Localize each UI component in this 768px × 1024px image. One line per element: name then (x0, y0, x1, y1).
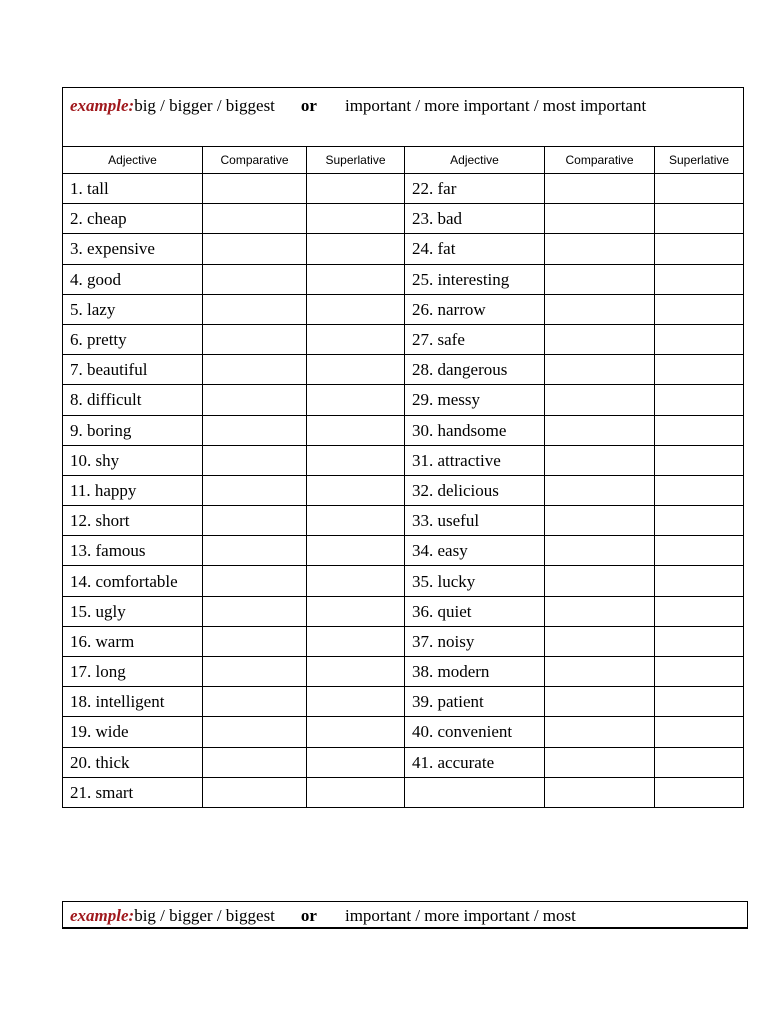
table-row (63, 566, 744, 596)
comparative-answer-cell[interactable] (203, 536, 307, 566)
superlative-answer-cell[interactable] (307, 687, 405, 717)
superlative-answer-cell[interactable] (307, 174, 405, 204)
comparative-answer-cell[interactable] (203, 294, 307, 324)
adjective-cell: 5. lazy (63, 294, 203, 324)
superlative-answer-cell[interactable] (655, 264, 744, 294)
table-row (63, 475, 744, 505)
table-row (63, 596, 744, 626)
comparative-answer-cell[interactable] (203, 747, 307, 777)
comparative-answer-cell[interactable] (545, 264, 655, 294)
example-label: example: (70, 906, 135, 925)
comparative-answer-cell[interactable] (203, 174, 307, 204)
superlative-answer-cell[interactable] (655, 445, 744, 475)
comparative-answer-cell[interactable] (545, 566, 655, 596)
table-row (63, 234, 744, 264)
adjective-cell: 29. messy (405, 385, 545, 415)
comparative-answer-cell[interactable] (545, 717, 655, 747)
example-label: example: (70, 96, 135, 115)
adjective-cell: 27. safe (405, 324, 545, 354)
superlative-answer-cell[interactable] (307, 717, 405, 747)
header-row (63, 147, 744, 174)
adjective-cell: 38. modern (405, 657, 545, 687)
table-row (63, 324, 744, 354)
header-comparative: Comparative (203, 147, 307, 174)
adjective-cell: 30. handsome (405, 415, 545, 445)
adjective-cell: 10. shy (63, 445, 203, 475)
adjective-cell: 15. ugly (63, 596, 203, 626)
adjective-cell: 39. patient (405, 687, 545, 717)
adjective-cell: 37. noisy (405, 626, 545, 656)
table-row (63, 536, 744, 566)
adjective-cell: 26. narrow (405, 294, 545, 324)
comparative-answer-cell[interactable] (545, 355, 655, 385)
comparative-answer-cell[interactable] (545, 385, 655, 415)
superlative-answer-cell[interactable] (307, 234, 405, 264)
adjective-cell: 36. quiet (405, 596, 545, 626)
comparative-answer-cell[interactable] (203, 445, 307, 475)
superlative-answer-cell[interactable] (307, 506, 405, 536)
superlative-answer-cell[interactable] (655, 536, 744, 566)
header-superlative: Superlative (307, 147, 405, 174)
superlative-answer-cell[interactable] (655, 415, 744, 445)
superlative-answer-cell[interactable] (655, 687, 744, 717)
superlative-answer-cell[interactable] (655, 596, 744, 626)
table-row (63, 626, 744, 656)
header-superlative: Superlative (655, 147, 744, 174)
superlative-answer-cell[interactable] (655, 355, 744, 385)
comparative-answer-cell[interactable] (203, 415, 307, 445)
comparative-answer-cell[interactable] (203, 626, 307, 656)
superlative-answer-cell[interactable] (655, 626, 744, 656)
comparative-answer-cell[interactable] (545, 657, 655, 687)
example-text-a: big / bigger / biggest (134, 96, 275, 115)
worksheet (62, 87, 743, 808)
superlative-answer-cell[interactable] (307, 204, 405, 234)
superlative-answer-cell[interactable] (307, 385, 405, 415)
superlative-answer-cell[interactable] (655, 324, 744, 354)
table-row (63, 445, 744, 475)
adjective-cell: 13. famous (63, 536, 203, 566)
superlative-answer-cell[interactable] (655, 234, 744, 264)
example-or: or (300, 906, 317, 925)
adjective-cell: 11. happy (63, 475, 203, 505)
adjective-cell (405, 777, 545, 807)
second-example-line (62, 901, 748, 929)
superlative-answer-cell[interactable] (655, 506, 744, 536)
superlative-answer-cell[interactable] (655, 717, 744, 747)
comparative-answer-cell[interactable] (545, 445, 655, 475)
comparative-answer-cell[interactable] (545, 506, 655, 536)
header-adjective: Adjective (63, 147, 203, 174)
adjective-cell: 32. delicious (405, 475, 545, 505)
superlative-answer-cell[interactable] (655, 204, 744, 234)
table-row (63, 747, 744, 777)
header-adjective: Adjective (405, 147, 545, 174)
table-row (63, 657, 744, 687)
adjective-cell: 40. convenient (405, 717, 545, 747)
superlative-answer-cell[interactable] (655, 747, 744, 777)
adjective-cell: 19. wide (63, 717, 203, 747)
comparative-answer-cell[interactable] (203, 204, 307, 234)
superlative-answer-cell[interactable] (655, 174, 744, 204)
comparative-answer-cell[interactable] (203, 324, 307, 354)
superlative-answer-cell[interactable] (307, 536, 405, 566)
comparative-answer-cell[interactable] (545, 596, 655, 626)
superlative-answer-cell[interactable] (655, 777, 744, 807)
table-row (63, 777, 744, 807)
comparative-answer-cell[interactable] (203, 264, 307, 294)
comparative-answer-cell[interactable] (545, 234, 655, 264)
table-row (63, 687, 744, 717)
adjective-cell: 28. dangerous (405, 355, 545, 385)
comparative-answer-cell[interactable] (203, 234, 307, 264)
comparative-answer-cell[interactable] (203, 506, 307, 536)
superlative-answer-cell[interactable] (307, 445, 405, 475)
comparative-answer-cell[interactable] (203, 596, 307, 626)
comparative-answer-cell[interactable] (203, 355, 307, 385)
adjective-cell: 12. short (63, 506, 203, 536)
comparative-answer-cell[interactable] (545, 415, 655, 445)
superlative-answer-cell[interactable] (307, 777, 405, 807)
superlative-answer-cell[interactable] (655, 657, 744, 687)
comparative-answer-cell[interactable] (203, 687, 307, 717)
adjective-cell: 41. accurate (405, 747, 545, 777)
table-row (63, 264, 744, 294)
example-text-b: important / more important / most (344, 906, 576, 925)
comparative-answer-cell[interactable] (203, 657, 307, 687)
table-row (63, 385, 744, 415)
adjective-cell: 3. expensive (63, 234, 203, 264)
adjective-cell: 1. tall (63, 174, 203, 204)
superlative-answer-cell[interactable] (307, 264, 405, 294)
table-row (63, 204, 744, 234)
adjective-cell: 35. lucky (405, 566, 545, 596)
adjective-cell: 25. interesting (405, 264, 545, 294)
adjective-cell: 2. cheap (63, 204, 203, 234)
adjective-cell: 9. boring (63, 415, 203, 445)
superlative-answer-cell[interactable] (307, 324, 405, 354)
adjective-cell: 33. useful (405, 506, 545, 536)
superlative-answer-cell[interactable] (307, 747, 405, 777)
adjective-cell: 6. pretty (63, 324, 203, 354)
superlative-answer-cell[interactable] (655, 294, 744, 324)
table-row (63, 506, 744, 536)
comparative-answer-cell[interactable] (545, 687, 655, 717)
adjective-cell: 14. comfortable (63, 566, 203, 596)
example-or: or (300, 96, 317, 115)
adjective-cell: 4. good (63, 264, 203, 294)
comparative-answer-cell[interactable] (545, 324, 655, 354)
table-row (63, 415, 744, 445)
adjective-cell: 21. smart (63, 777, 203, 807)
comparative-answer-cell[interactable] (203, 717, 307, 747)
comparative-answer-cell[interactable] (203, 566, 307, 596)
example-text-a: big / bigger / biggest (134, 906, 275, 925)
superlative-answer-cell[interactable] (307, 475, 405, 505)
table-row (63, 174, 744, 204)
table-row (63, 294, 744, 324)
adjective-cell: 16. warm (63, 626, 203, 656)
superlative-answer-cell[interactable] (655, 475, 744, 505)
superlative-answer-cell[interactable] (655, 566, 744, 596)
superlative-answer-cell[interactable] (307, 626, 405, 656)
adjective-cell: 24. fat (405, 234, 545, 264)
comparative-answer-cell[interactable] (545, 536, 655, 566)
superlative-answer-cell[interactable] (307, 657, 405, 687)
comparative-answer-cell[interactable] (545, 294, 655, 324)
comparative-answer-cell[interactable] (545, 777, 655, 807)
adjective-table (62, 87, 744, 808)
comparative-answer-cell[interactable] (203, 475, 307, 505)
superlative-answer-cell[interactable] (307, 415, 405, 445)
adjective-cell: 34. easy (405, 536, 545, 566)
adjective-cell: 17. long (63, 657, 203, 687)
adjective-cell: 31. attractive (405, 445, 545, 475)
comparative-answer-cell[interactable] (203, 385, 307, 415)
superlative-answer-cell[interactable] (307, 566, 405, 596)
header-comparative: Comparative (545, 147, 655, 174)
adjective-cell: 8. difficult (63, 385, 203, 415)
adjective-cell: 23. bad (405, 204, 545, 234)
superlative-answer-cell[interactable] (307, 355, 405, 385)
comparative-answer-cell[interactable] (203, 777, 307, 807)
superlative-answer-cell[interactable] (307, 294, 405, 324)
adjective-cell: 18. intelligent (63, 687, 203, 717)
superlative-answer-cell[interactable] (655, 385, 744, 415)
comparative-answer-cell[interactable] (545, 626, 655, 656)
example-line (63, 88, 744, 147)
adjective-cell: 7. beautiful (63, 355, 203, 385)
comparative-answer-cell[interactable] (545, 204, 655, 234)
table-row (63, 717, 744, 747)
example-text-b: important / more important / most important (344, 96, 647, 115)
table-row (63, 355, 744, 385)
comparative-answer-cell[interactable] (545, 174, 655, 204)
adjective-cell: 22. far (405, 174, 545, 204)
adjective-cell: 20. thick (63, 747, 203, 777)
comparative-answer-cell[interactable] (545, 747, 655, 777)
comparative-answer-cell[interactable] (545, 475, 655, 505)
superlative-answer-cell[interactable] (307, 596, 405, 626)
